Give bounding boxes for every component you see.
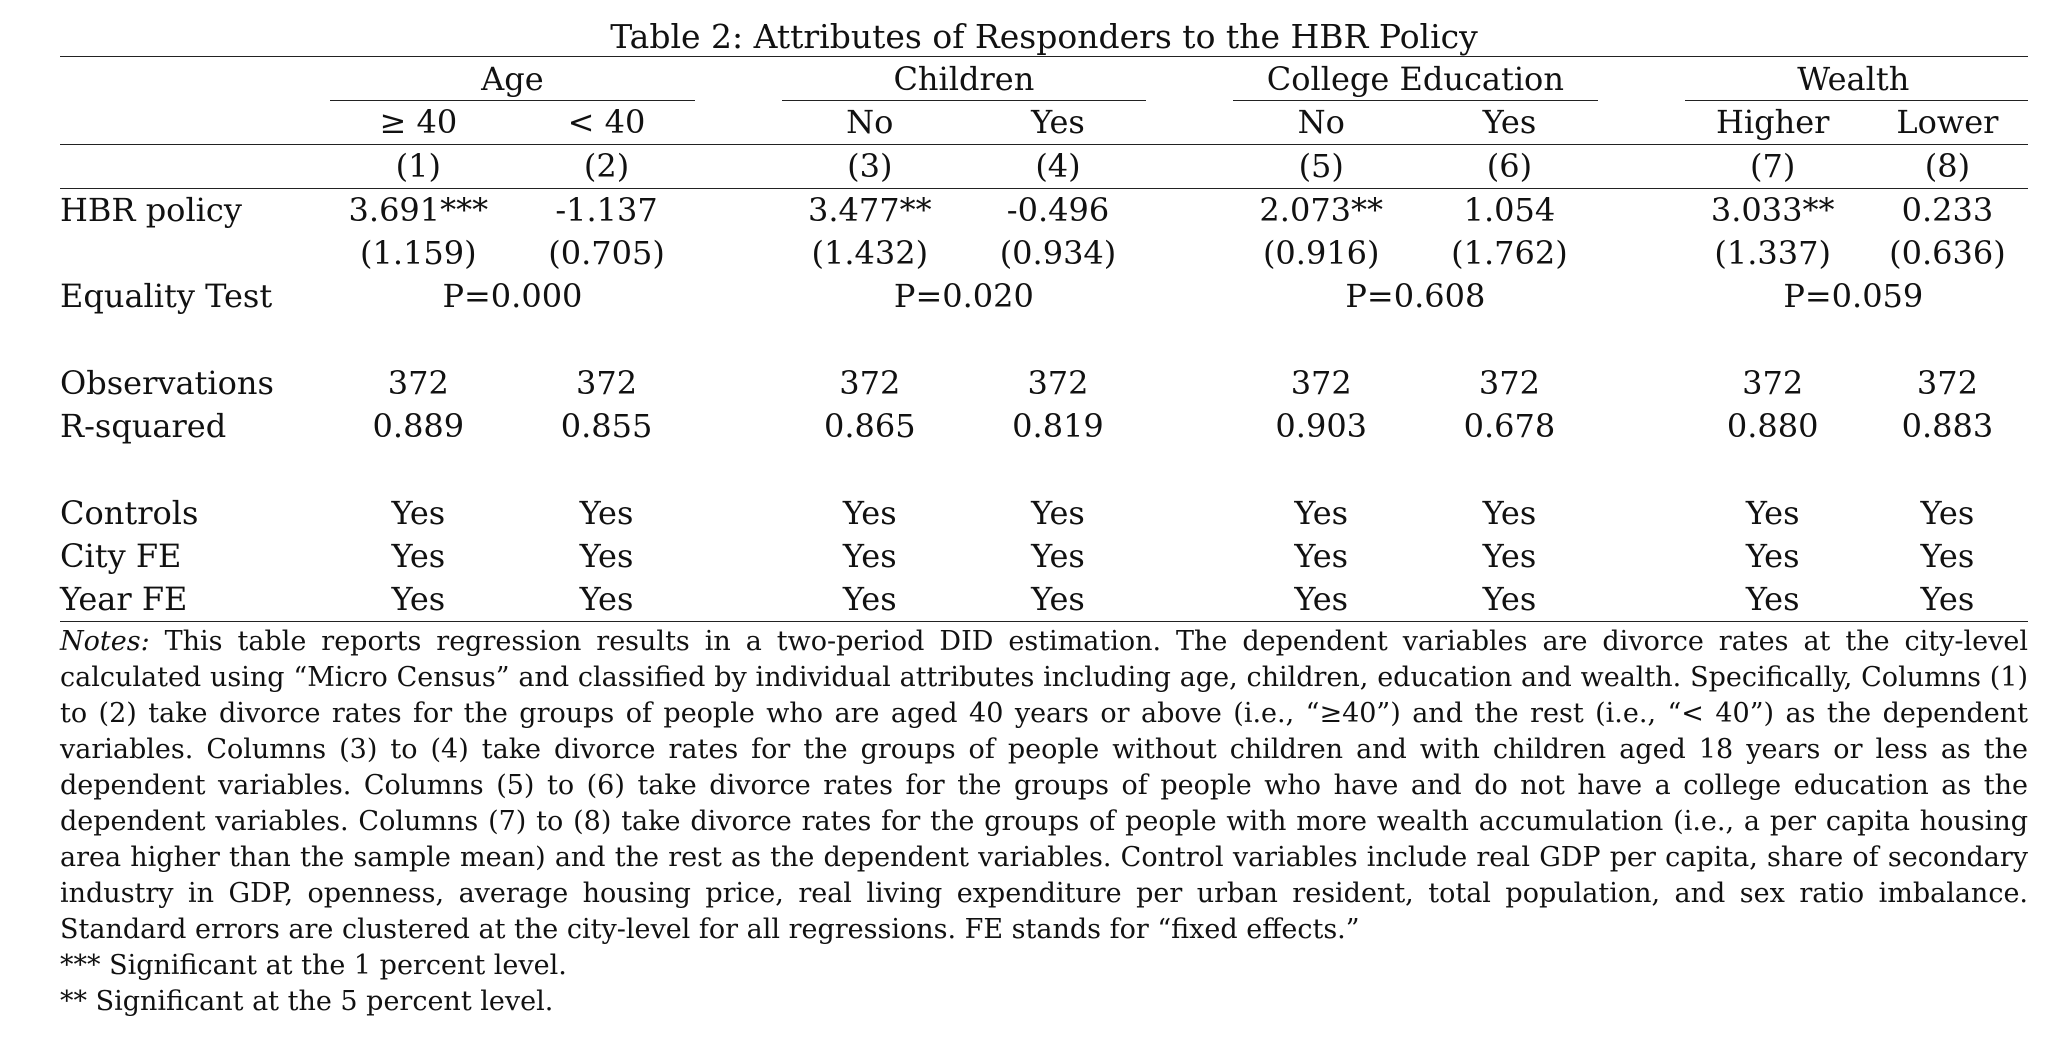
- group-header-children: Children: [776, 57, 1152, 102]
- table-row-equality-test: [60, 275, 2028, 318]
- table-cell: Yes: [1482, 494, 1537, 532]
- equality-test-cell: P=0.059: [1783, 277, 1924, 315]
- table-cell: 372: [575, 364, 638, 402]
- coef-cell: 3.691***: [348, 191, 489, 229]
- table-cell: Yes: [391, 494, 446, 532]
- se-cell: (0.636): [1889, 234, 2006, 272]
- column-number: (1): [324, 145, 512, 189]
- table-row-observations: [60, 362, 2028, 405]
- column-number-row: [60, 145, 2028, 189]
- table-cell: 0.903: [1275, 407, 1368, 445]
- table-cell: Yes: [1679, 578, 1867, 622]
- table-cell: Yes: [1031, 537, 1085, 575]
- row-label: Controls: [60, 494, 199, 532]
- table-cell: 0.819: [1012, 407, 1104, 445]
- column-number: (7): [1679, 145, 1867, 189]
- group-header-college-education: College Education: [1227, 57, 1603, 102]
- regression-table: [60, 56, 2028, 622]
- coef-cell: -0.496: [1006, 191, 1110, 229]
- se-cell: (1.432): [811, 234, 929, 272]
- table-page: [60, 18, 2028, 1020]
- table-cell: 0.855: [560, 407, 653, 445]
- table-cell: 372: [1290, 364, 1352, 402]
- table-cell: 372: [1742, 364, 1804, 402]
- column-number: (2): [512, 145, 700, 189]
- table-row-hbr-policy: [60, 189, 2028, 233]
- subgroup-header: ≥ 40: [324, 101, 512, 145]
- table-cell: 372: [839, 364, 901, 402]
- subgroup-header: Yes: [964, 101, 1152, 145]
- equality-test-cell: P=0.020: [893, 277, 1034, 315]
- se-cell: (1.337): [1714, 234, 1831, 272]
- group-header-age: Age: [324, 57, 700, 102]
- column-number: (4): [964, 145, 1152, 189]
- table-cell: Yes: [1294, 494, 1349, 532]
- column-number: (6): [1415, 145, 1603, 189]
- table-cell: Yes: [1294, 537, 1349, 575]
- subgroup-header: Yes: [1415, 101, 1603, 145]
- table-cell: Yes: [1745, 494, 1800, 532]
- se-cell: (0.916): [1262, 234, 1380, 272]
- column-number: (8): [1867, 145, 2028, 189]
- se-cell: (0.705): [548, 234, 665, 272]
- table-row-standard-errors: [60, 232, 2028, 275]
- table-cell: 372: [1478, 364, 1540, 402]
- table-cell: Yes: [391, 537, 446, 575]
- spacer-row: [60, 318, 2028, 362]
- table-cell: 0.880: [1726, 407, 1819, 445]
- table-cell: 372: [1916, 364, 1978, 402]
- coef-cell: 3.477**: [807, 191, 932, 229]
- row-label: City FE: [60, 537, 182, 575]
- se-cell: (0.934): [999, 234, 1117, 272]
- subgroup-header: Lower: [1867, 101, 2028, 145]
- coef-cell: -1.137: [555, 191, 658, 229]
- table-cell: Yes: [1745, 537, 1800, 575]
- spacer-row: [60, 448, 2028, 492]
- row-label: Observations: [60, 364, 274, 402]
- table-cell: Yes: [324, 578, 512, 622]
- subgroup-header: No: [1227, 101, 1415, 145]
- column-number: (5): [1227, 145, 1415, 189]
- table-row-year-fe: [60, 578, 2028, 622]
- table-cell: 372: [387, 364, 449, 402]
- table-cell: Yes: [1415, 578, 1603, 622]
- table-cell: Yes: [1482, 537, 1537, 575]
- table-cell: Yes: [579, 494, 634, 532]
- table-cell: Yes: [842, 494, 897, 532]
- table-caption: Table 2: Attributes of Responders to the HBR Policy: [610, 17, 1478, 56]
- table-cell: 0.865: [823, 407, 916, 445]
- table-cell: 372: [1027, 364, 1089, 402]
- notes-text: This table reports regression results in a two-period DID estimation. The dependent variables are divorce rates at the city-level calculated using “Micro Census” and classified by individual attributes including age, children, education and wealth. Specifically, Columns (1) to (2) take divorce rates for the groups of people who are aged 40 years or above (i.e., “≥40”) and the rest (i.e., “< 40”) as the dependent variables. Columns (3) to (4) take divorce rates for the groups of people without children and with children aged 18 years or less as the dependent variables. Columns (5) to (6) take divorce rates for the groups of people who have and do not have a college education as the dependent variables. Columns (7) to (8) take divorce rates for the groups of people with more wealth accumulation (i.e., a per capita housing area higher than the sample mean) and the rest as the dependent variables. Control variables include real GDP per capita, share of secondary industry in GDP, openness, average housing price, real living expenditure per urban resident, total population, and sex ratio imbalance. Standard errors are clustered at the city-level for all regressions. FE stands for “fixed effects.”: [60, 626, 2028, 945]
- subgroup-header: < 40: [512, 101, 700, 145]
- se-cell: (1.762): [1451, 234, 1568, 272]
- significance-note-2: ** Significant at the 5 percent level.: [60, 986, 554, 1017]
- table-cell: Yes: [579, 537, 634, 575]
- table-cell: Yes: [1031, 494, 1085, 532]
- table-cell: Yes: [964, 578, 1152, 622]
- row-label: Equality Test: [60, 277, 273, 315]
- column-number: (3): [776, 145, 964, 189]
- subgroup-header: No: [776, 101, 964, 145]
- subgroup-header-row: [60, 101, 2028, 145]
- row-label: R-squared: [60, 407, 227, 445]
- coef-cell: 1.054: [1463, 191, 1556, 229]
- table-cell: Yes: [1920, 494, 1975, 532]
- table-cell: Yes: [1867, 578, 2028, 622]
- se-cell: (1.159): [360, 234, 477, 272]
- table-cell: Yes: [1227, 578, 1415, 622]
- significance-note-1: *** Significant at the 1 percent level.: [60, 950, 567, 981]
- coef-cell: 0.233: [1901, 191, 1994, 229]
- equality-test-cell: P=0.608: [1345, 277, 1486, 315]
- table-cell: 0.883: [1901, 407, 1994, 445]
- group-header-row: [60, 57, 2028, 102]
- table-cell: Yes: [842, 537, 897, 575]
- table-cell: Yes: [1920, 537, 1975, 575]
- table-cell: 0.678: [1463, 407, 1556, 445]
- coef-cell: 2.073**: [1259, 191, 1384, 229]
- group-header-wealth: Wealth: [1679, 57, 2028, 102]
- table-row-r-squared: [60, 405, 2028, 448]
- coef-cell: 3.033**: [1710, 191, 1835, 229]
- table-notes: [60, 624, 2028, 948]
- row-label: Year FE: [60, 578, 324, 622]
- table-cell: Yes: [776, 578, 964, 622]
- table-row-city-fe: [60, 535, 2028, 578]
- table-cell: Yes: [512, 578, 700, 622]
- notes-label: Notes:: [60, 626, 150, 657]
- subgroup-header: Higher: [1679, 101, 1867, 145]
- row-label: HBR policy: [60, 191, 242, 229]
- table-cell: 0.889: [372, 407, 465, 445]
- table-row-controls: [60, 492, 2028, 535]
- equality-test-cell: P=0.000: [442, 277, 583, 315]
